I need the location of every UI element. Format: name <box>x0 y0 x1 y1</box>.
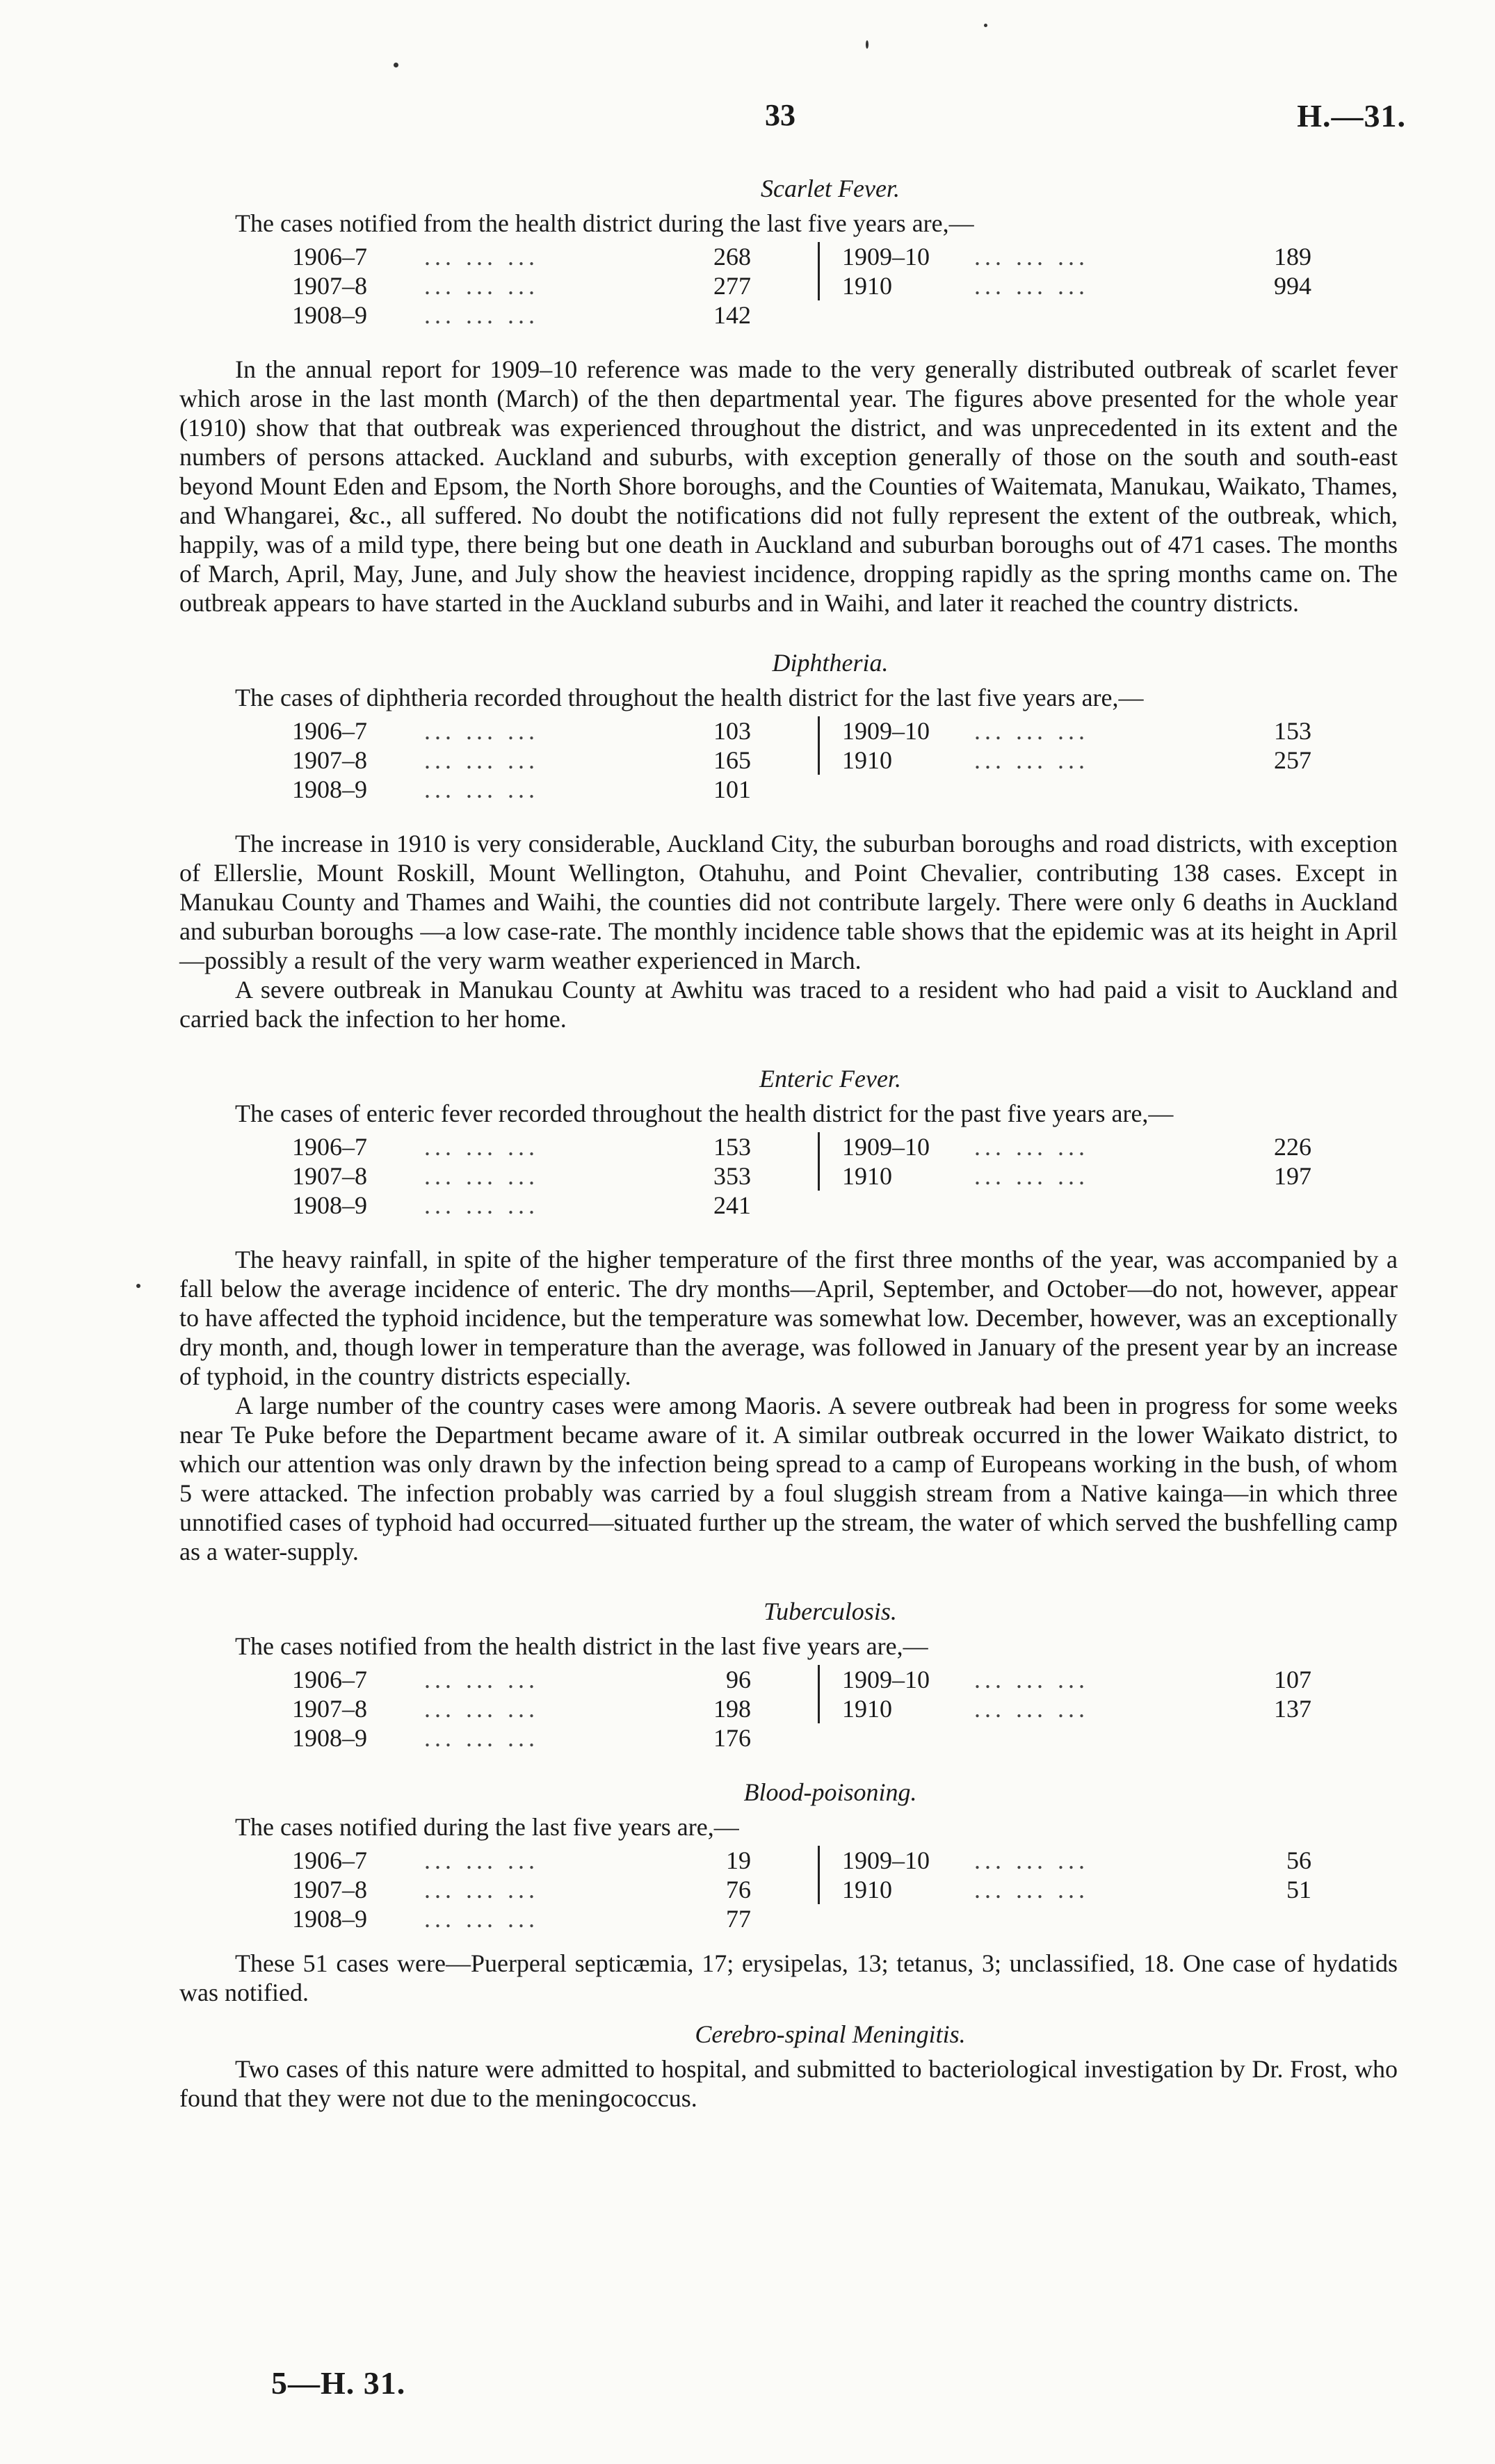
year-cell: 1907–8 <box>292 1695 367 1723</box>
cases-table-left-column <box>292 242 779 330</box>
cases-table-right-column <box>818 242 1339 300</box>
year-cell: 1910 <box>842 1162 892 1190</box>
year-cell: 1909–10 <box>842 1133 930 1161</box>
value-cell: 197 <box>1274 1162 1311 1190</box>
leader-dots: ... ... ... <box>424 1876 539 1903</box>
table-row <box>292 716 779 746</box>
value-cell: 189 <box>1274 243 1311 271</box>
value-cell: 198 <box>713 1695 751 1723</box>
paragraph: These 51 cases were—Puerperal septicæmia, 17; erysipelas, 13; tetanus, 3; unclassified, 18. One case of hydatids was notified. <box>179 1949 1398 2006</box>
table-row <box>292 1161 779 1191</box>
cases-table-left-column <box>292 1846 779 1933</box>
section-intro: The cases notified during the last five years are,— <box>235 1813 739 1841</box>
cases-table-right-column <box>818 1665 1339 1723</box>
paragraph: The increase in 1910 is very considerable, Auckland City, the suburban boroughs and road districts, with exception of Ellerslie, Mount Roskill, Mount Wellington, Otahuhu, and Point Chevalier, contributing 138 cases. Except in Manukau County and Thames and Waihi, the counties did not contribute largely. There were only 6 deaths in Auckland and suburban boroughs —a low case-rate. The monthly incidence table shows that the epidemic was at its height in April —possibly a result of the very warm weather experienced in March. <box>179 830 1398 974</box>
year-cell: 1909–10 <box>842 1846 930 1874</box>
leader-dots: ... ... ... <box>974 1162 1089 1190</box>
value-cell: 268 <box>713 243 751 271</box>
leader-dots: ... ... ... <box>424 775 539 803</box>
print-speck <box>866 40 868 49</box>
value-cell: 77 <box>726 1905 751 1933</box>
page-number: 33 <box>765 98 795 132</box>
year-cell: 1910 <box>842 1695 892 1723</box>
cases-table-left-column <box>292 716 779 804</box>
table-row <box>842 1161 1339 1191</box>
cases-table-left-column <box>292 1665 779 1753</box>
year-cell: 1906–7 <box>292 1133 367 1161</box>
year-cell: 1906–7 <box>292 717 367 745</box>
year-cell: 1907–8 <box>292 1876 367 1903</box>
paragraph: In the annual report for 1909–10 reference was made to the very generally distributed outbreak of scarlet fever which arose in the last month (March) of the then departmental year. The figures above presented for the whole year (1910) show that that outbreak was experienced throughout the district, and was unprecedented in its extent and the numbers of persons attacked. Auckland and suburbs, with exception generally of those on the south and south-east beyond Mount Eden and Epsom, the North Shore boroughs, and the Counties of Waitemata, Manukau, Waikato, Thames, and Whangarei, &c., all suffered. No doubt the notifications did not fully represent the extent of the outbreak, which, happily, was of a mild type, there being but one death in Auckland and suburban boroughs out of 471 cases. The months of March, April, May, June, and July show the heaviest incidence, dropping rapidly as the spring months came on. The outbreak appears to have started in the Auckland suburbs and in Waihi, and later it reached the country districts. <box>179 355 1398 617</box>
cases-table <box>179 1665 1398 1753</box>
section-intro: The cases of diphtheria recorded throughout the health district for the last five years are,— <box>235 684 1144 711</box>
value-cell: 277 <box>713 272 751 300</box>
section-tuberculosis <box>179 1597 1398 1753</box>
year-cell: 1908–9 <box>292 1905 367 1933</box>
leader-dots: ... ... ... <box>974 243 1089 271</box>
paragraph: A large number of the country cases were among Maoris. A severe outbreak had been in progress for some weeks near Te Puke before the Department became aware of it. A similar outbreak occurred in the lower Waikato district, to which our attention was only drawn by the infection being spread to a camp of Europeans working in the bush, of whom 5 were attacked. The infection probably was carried by a foul sluggish stream from a Native kainga—in which three unnotified cases of typhoid had occurred—situated further up the stream, the water of which served the bushfelling camp as a water-supply. <box>179 1392 1398 1565</box>
leader-dots: ... ... ... <box>424 1724 539 1752</box>
table-row <box>842 716 1339 746</box>
table-row <box>292 1723 779 1753</box>
table-row <box>292 271 779 300</box>
value-cell: 19 <box>726 1846 751 1874</box>
value-cell: 994 <box>1274 272 1311 300</box>
section-title: Diphtheria. <box>772 649 889 677</box>
leader-dots: ... ... ... <box>974 1666 1089 1693</box>
year-cell: 1907–8 <box>292 746 367 774</box>
leader-dots: ... ... ... <box>974 1846 1089 1874</box>
cases-table-right-column <box>818 1132 1339 1191</box>
value-cell: 56 <box>1286 1846 1311 1874</box>
cases-table-right-column <box>818 716 1339 775</box>
table-row <box>292 1846 779 1875</box>
print-speck <box>136 1284 140 1288</box>
section-title: Scarlet Fever. <box>761 175 900 202</box>
page-header <box>0 97 1495 139</box>
document-reference: H.—31. <box>1297 98 1406 134</box>
value-cell: 142 <box>713 301 751 329</box>
table-row <box>292 1665 779 1694</box>
section-blood-poisoning <box>179 1778 1398 2007</box>
year-cell: 1906–7 <box>292 1846 367 1874</box>
year-cell: 1908–9 <box>292 1724 367 1752</box>
value-cell: 76 <box>726 1876 751 1903</box>
table-row <box>842 1875 1339 1904</box>
table-row <box>842 746 1339 775</box>
print-speck <box>394 63 398 67</box>
value-cell: 176 <box>713 1724 751 1752</box>
year-cell: 1908–9 <box>292 775 367 803</box>
table-row <box>842 242 1339 271</box>
paragraph: The heavy rainfall, in spite of the higher temperature of the first three months of the year, was accompanied by a fall below the average incidence of enteric. The dry months—April, September, and October—do not, however, appear to have affected the typhoid incidence, but the temperature was somewhat low. December, however, was an exceptionally dry month, and, though lower in temperature than the average, was followed in January of the present year by an increase of typhoid, in the country districts especially. <box>179 1246 1398 1390</box>
leader-dots: ... ... ... <box>424 1666 539 1693</box>
page-content <box>179 174 1398 2143</box>
table-row <box>842 1665 1339 1694</box>
year-cell: 1909–10 <box>842 717 930 745</box>
leader-dots: ... ... ... <box>424 272 539 300</box>
value-cell: 103 <box>713 717 751 745</box>
table-row <box>292 1904 779 1933</box>
table-row <box>842 1846 1339 1875</box>
value-cell: 353 <box>713 1162 751 1190</box>
year-cell: 1907–8 <box>292 1162 367 1190</box>
leader-dots: ... ... ... <box>424 1905 539 1933</box>
value-cell: 96 <box>726 1666 751 1693</box>
table-row <box>292 746 779 775</box>
table-row <box>292 1694 779 1723</box>
leader-dots: ... ... ... <box>974 272 1089 300</box>
cases-table-right-column <box>818 1846 1339 1904</box>
value-cell: 153 <box>1274 717 1311 745</box>
section-title: Cerebro-spinal Meningitis. <box>695 2020 966 2048</box>
year-cell: 1910 <box>842 272 892 300</box>
leader-dots: ... ... ... <box>974 1133 1089 1161</box>
section-cerebro-spinal-meningitis <box>179 2020 1398 2113</box>
table-row <box>292 1191 779 1220</box>
table-row <box>842 1694 1339 1723</box>
section-title: Blood-poisoning. <box>743 1778 917 1806</box>
value-cell: 226 <box>1274 1133 1311 1161</box>
section-intro: The cases notified from the health district in the last five years are,— <box>235 1632 928 1660</box>
cases-table <box>179 1132 1398 1220</box>
table-row <box>842 271 1339 300</box>
table-row <box>292 1875 779 1904</box>
section-enteric-fever <box>179 1064 1398 1566</box>
table-row <box>292 775 779 804</box>
paragraph: A severe outbreak in Manukau County at Awhitu was traced to a resident who had paid a visit to Auckland and carried back the infection to her home. <box>179 976 1398 1033</box>
section-diphtheria <box>179 648 1398 1033</box>
cases-table <box>179 1846 1398 1933</box>
section-title: Tuberculosis. <box>763 1597 897 1625</box>
print-speck <box>984 24 987 27</box>
section-scarlet-fever <box>179 174 1398 618</box>
signature-reference: 5—H. 31. <box>271 2365 406 2401</box>
leader-dots: ... ... ... <box>424 1695 539 1723</box>
value-cell: 257 <box>1274 746 1311 774</box>
cases-table <box>179 242 1398 330</box>
value-cell: 241 <box>713 1191 751 1219</box>
paragraph: Two cases of this nature were admitted to hospital, and submitted to bacteriological investigation by Dr. Frost, who found that they were not due to the meningococcus. <box>179 2055 1398 2112</box>
value-cell: 107 <box>1274 1666 1311 1693</box>
year-cell: 1909–10 <box>842 243 930 271</box>
year-cell: 1906–7 <box>292 243 367 271</box>
leader-dots: ... ... ... <box>424 243 539 271</box>
leader-dots: ... ... ... <box>974 1876 1089 1903</box>
value-cell: 137 <box>1274 1695 1311 1723</box>
cases-table-left-column <box>292 1132 779 1220</box>
year-cell: 1906–7 <box>292 1666 367 1693</box>
year-cell: 1910 <box>842 1876 892 1903</box>
leader-dots: ... ... ... <box>424 1846 539 1874</box>
table-row <box>292 1132 779 1161</box>
year-cell: 1909–10 <box>842 1666 930 1693</box>
value-cell: 153 <box>713 1133 751 1161</box>
year-cell: 1910 <box>842 746 892 774</box>
section-intro: The cases of enteric fever recorded throughout the health district for the past five years are,— <box>235 1100 1174 1127</box>
table-row <box>292 300 779 330</box>
year-cell: 1908–9 <box>292 301 367 329</box>
year-cell: 1908–9 <box>292 1191 367 1219</box>
leader-dots: ... ... ... <box>424 746 539 774</box>
year-cell: 1907–8 <box>292 272 367 300</box>
section-intro: The cases notified from the health district during the last five years are,— <box>235 209 974 237</box>
leader-dots: ... ... ... <box>424 717 539 745</box>
leader-dots: ... ... ... <box>424 1133 539 1161</box>
leader-dots: ... ... ... <box>974 746 1089 774</box>
value-cell: 165 <box>713 746 751 774</box>
leader-dots: ... ... ... <box>974 1695 1089 1723</box>
leader-dots: ... ... ... <box>974 717 1089 745</box>
value-cell: 101 <box>713 775 751 803</box>
section-title: Enteric Fever. <box>759 1065 901 1093</box>
table-row <box>842 1132 1339 1161</box>
leader-dots: ... ... ... <box>424 1191 539 1219</box>
leader-dots: ... ... ... <box>424 1162 539 1190</box>
leader-dots: ... ... ... <box>424 301 539 329</box>
cases-table <box>179 716 1398 804</box>
table-row <box>292 242 779 271</box>
value-cell: 51 <box>1286 1876 1311 1903</box>
